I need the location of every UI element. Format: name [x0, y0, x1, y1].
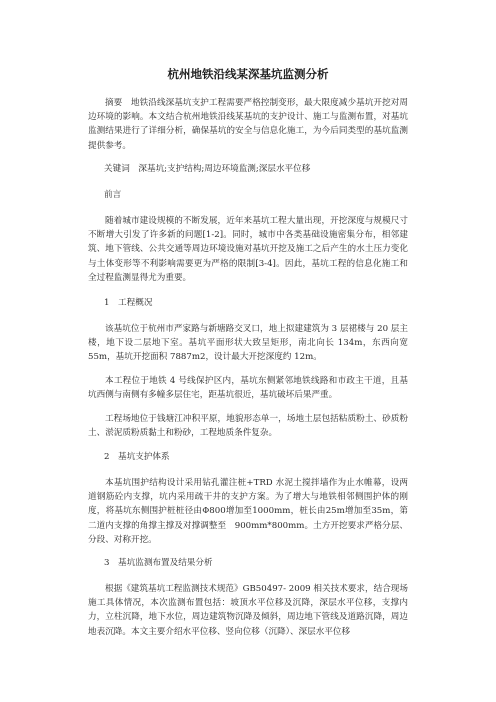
section-1-paragraph-2: 本工程位于地铁 4 号线保护区内，基坑东侧紧邻地铁线路和市政主干道，且基坑西侧与南侧有多幢多层住宅，距基坑很近，基坑破坏后果严重。: [88, 376, 408, 401]
section-1-paragraph-1: 该基坑位于杭州市严家路与新塘路交叉口，地上拟建建筑为 3 层裙楼与 20 层主楼，地下设二层地下室。基坑平面形状大致呈矩形，南北向长 134m，东西向宽 55m，基坑开挖面积 7887m2，设计最大开挖深度约 12m。: [88, 324, 408, 363]
preface-heading: 前言: [104, 190, 122, 200]
section-1-paragraph-3: 工程场地位于钱塘江冲积平原，地貌形态单一，场地土层包括粘质粉土、砂质粉土、淤泥质粉质黏土和粉砂，工程地质条件复杂。: [88, 414, 408, 439]
paper-title: 杭州地铁沿线某深基坑监测分析: [167, 67, 329, 81]
abstract: 摘要 地铁沿线深基坑支护工程需要严格控制变形，最大限度减少基坑开挖对周边环境的影响。本文结合杭州地铁沿线某基坑的支护设计、施工与监测布置，对基坑监测结果进行了详细分析，确保基坑的安全与信息化施工，为今后同类型的基坑监测提供参考。: [88, 98, 408, 151]
keywords: 关键词 深基坑;支护结构;周边环境监测;深层水平位移: [104, 164, 311, 174]
preface-paragraph: 随着城市建设规模的不断发展，近年来基坑工程大量出现，开挖深度与规模尺寸不断增大引发了许多新的问题[1-2]。同时，城市中各类基础设施密集分布，相邻建筑、地下管线、公共交通等周边环境设施对基坑开挖及施工之后产生的水土压力变化与土体变形等不利影响需要更为严格的限制[3-4]。因此，基坑工程的信息化施工和全过程监测显得尤为重要。: [88, 216, 408, 283]
section-1-heading: 1 工程概况: [104, 298, 153, 308]
section-2-heading: 2 基坑支护体系: [104, 452, 170, 462]
section-3-heading: 3 基坑监测布置及结果分析: [104, 558, 213, 568]
section-2-paragraph-1: 本基坑围护结构设计采用钻孔灌注桩+TRD 水泥土搅拌墙作为止水帷幕，设两道钢筋砼内支撑，坑内采用疏干井的支护方案。为了增大与地铁相邻侧围护体的刚度，将基坑东侧围护桩桩径由Φ800增加至1000mm，桩长由25m增加至35m，第二道内支撑的角撑主撑及对撑调整至 900mm*800mm。土方开挖要求严格分层、分段、对称开挖。: [88, 478, 408, 545]
section-3-paragraph-1: 根据《建筑基坑工程监测技术规范》GB50497- 2009 相关技术要求，结合现场施工具体情况，本次监测布置包括：坡顶水平位移及沉降，深层水平位移，支撑内力，立柱沉降，地下水位，周边建筑物沉降及倾斜，周边地下管线及道路沉降，周边地表沉降。本文主要介绍水平位移、竖向位移（沉降）、深层水平位移: [88, 584, 408, 637]
